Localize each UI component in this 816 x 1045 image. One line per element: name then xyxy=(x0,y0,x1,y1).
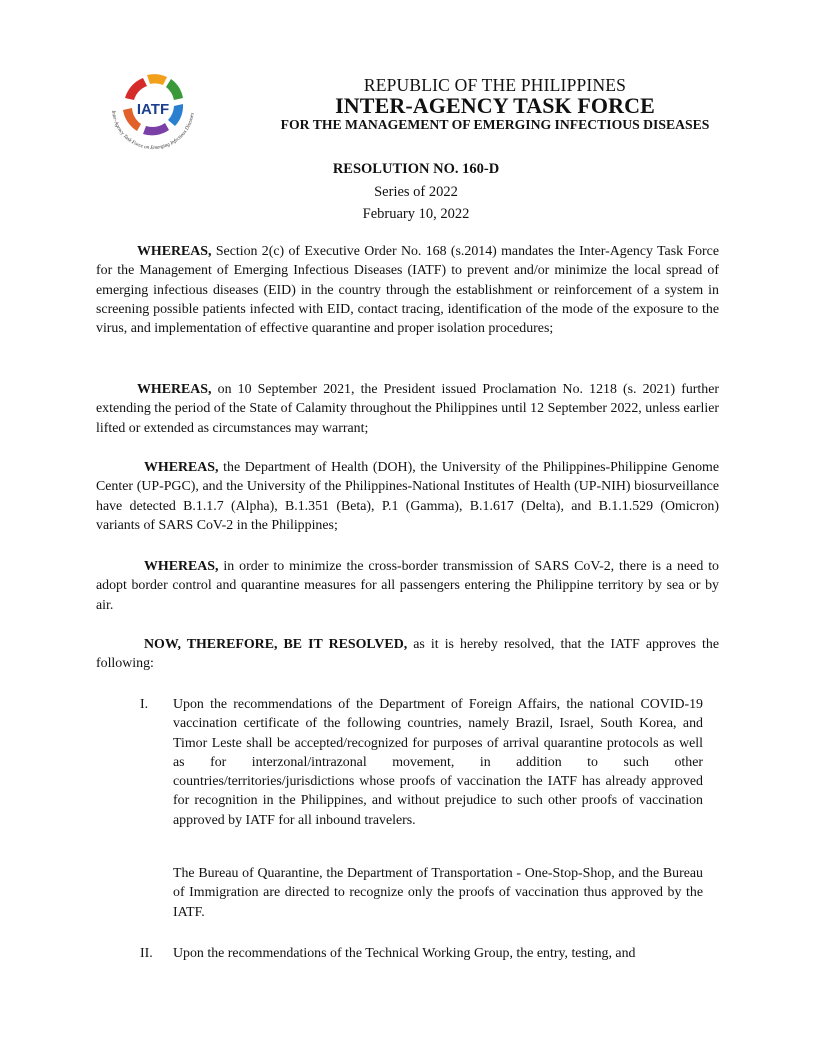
list-item-text: Upon the recommendations of the Technical Working Group, the entry, testing, and xyxy=(173,946,636,961)
paragraph-text: Section 2(c) of Executive Order No. 168 (s.2014) mandates the Inter-Agency Task Force for the Management of Emerging Infectious Diseases (IATF) to prevent and/or minimize the local spread of emerging infectious diseases (EID) in the country through the establishment or reinforcement of a system in screening possible patients infected with EID, contact tracing, identification of the mode of the exposure to the virus, and implementation of effective quarantine and proper isolation procedures; xyxy=(96,244,719,337)
paragraph-text: in order to minimize the cross-border transmission of SARS CoV-2, there is a need to adopt border control and quarantine measures for all passengers entering the Philippine territory by sea or by air. xyxy=(96,559,719,613)
paragraph-text: on 10 September 2021, the President issued Proclamation No. 1218 (s. 2021) further extending the period of the State of Calamity throughout the Philippines until 12 September 2022, unless earlier lifted or extended as circumstances may warrant; xyxy=(96,382,719,436)
iatf-logo xyxy=(103,58,203,158)
letterhead xyxy=(230,75,760,133)
list-item-text: The Bureau of Quarantine, the Department of Transportation - One-Stop-Shop, and the Bureau of Immigration are directed to recognize only the proofs of vaccination thus approved by the IATF. xyxy=(173,866,703,920)
whereas-paragraph xyxy=(96,380,719,438)
logo-text: IATF xyxy=(136,101,170,118)
list-item-continuation xyxy=(140,864,720,922)
whereas-paragraph xyxy=(96,557,719,615)
paragraph-lead: WHEREAS, xyxy=(144,460,219,475)
resolution-title: RESOLUTION NO. 160-D xyxy=(332,161,500,177)
paragraph-text: as it is hereby resolved, that the IATF approves the following: xyxy=(96,637,719,672)
paragraph-text: the Department of Health (DOH), the University of the Philippines-Philippine Genome Center (UP-PGC), and the University of the Philippines-National Institutes of Health (UP-NIH) biosurveillance have detected B.1.1.7 (Alpha), B.1.351 (Beta), P.1 (Gamma), B.1.617 (Delta), and B.1.1.529 (Omicron) variants of SARS CoV-2 in the Philippines; xyxy=(96,460,719,533)
whereas-paragraph xyxy=(96,242,719,338)
paragraph-lead: WHEREAS, xyxy=(144,559,219,574)
letterhead-line-1: REPUBLIC OF THE PHILIPPINES xyxy=(363,75,627,95)
list-item-number: II. xyxy=(140,946,153,961)
paragraph-lead: WHEREAS, xyxy=(137,244,212,259)
whereas-paragraph xyxy=(96,458,719,535)
paragraph-lead: WHEREAS, xyxy=(137,382,212,397)
list-item xyxy=(140,944,720,963)
resolution-date: February 10, 2022 xyxy=(362,206,470,222)
list-item-text: Upon the recommendations of the Department of Foreign Affairs, the national COVID-19 vaccination certificate of the following countries, namely Brazil, Israel, South Korea, and Timor Leste shall be accepted/recognized for purposes of arrival quarantine protocols as well as for interzonal/intrazonal movement, in addition to such other countries/territories/jurisdictions whose proofs of vaccination the IATF has already approved for recognition in the Philippines, and without prejudice to such other proofs of vaccination approved by IATF for all inbound travelers. xyxy=(173,697,703,828)
resolved-paragraph xyxy=(96,635,719,674)
list-item-number: I. xyxy=(140,697,149,712)
resolution-series: Series of 2022 xyxy=(374,184,458,200)
letterhead-line-3: FOR THE MANAGEMENT OF EMERGING INFECTIOUS DISEASES xyxy=(280,117,710,132)
logo-ring-text: Inter-Agency Task Force on Emerging Infectious Diseases xyxy=(110,110,196,152)
paragraph-lead: NOW, THEREFORE, BE IT RESOLVED, xyxy=(144,637,408,652)
letterhead-line-2: INTER-AGENCY TASK FORCE xyxy=(335,93,655,118)
list-item xyxy=(140,695,720,830)
